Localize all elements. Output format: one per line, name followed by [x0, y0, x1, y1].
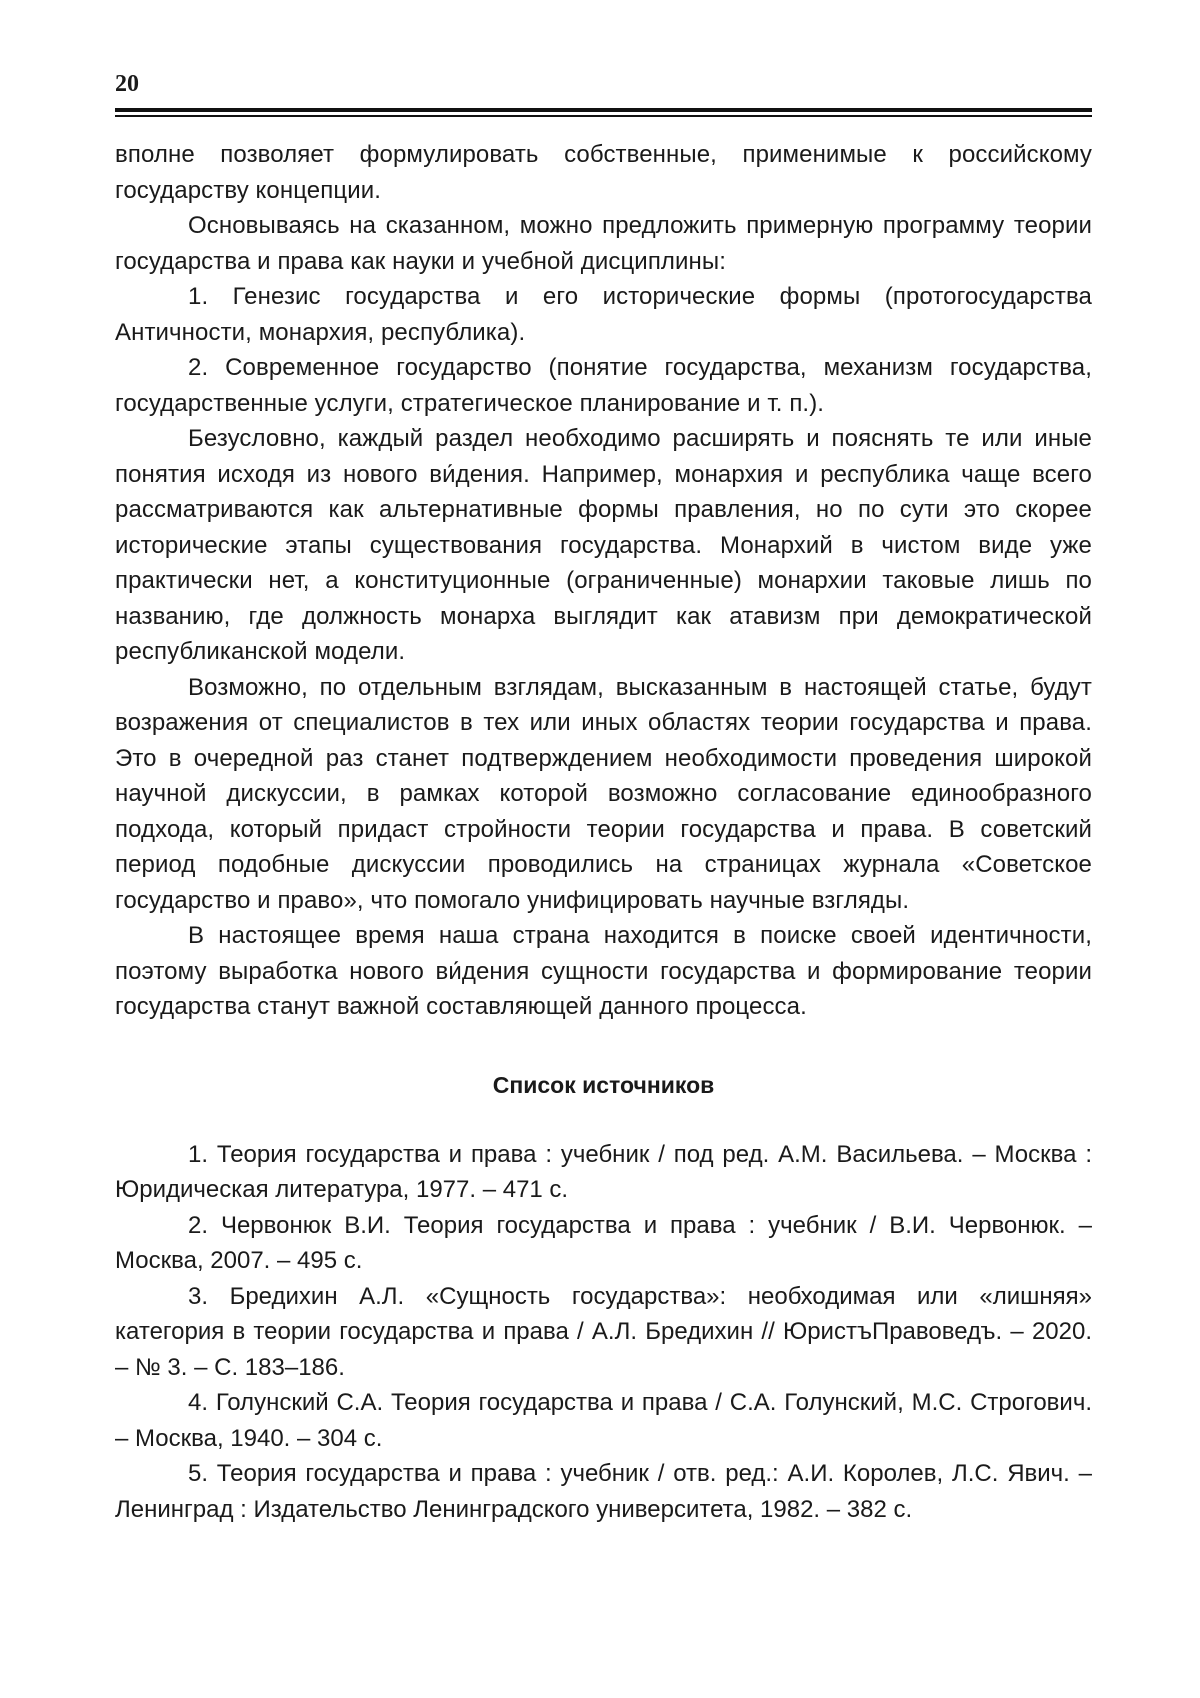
header-rule-thin — [115, 115, 1092, 117]
header-rule-thick — [115, 108, 1092, 112]
body-text — [115, 137, 1092, 1025]
source-item: 1. Теория государства и права : учебник / под ред. А.М. Васильева. – Москва : Юридическая литература, 1977. – 471 с. — [115, 1140, 1092, 1203]
paragraph: Основываясь на сказанном, можно предложить примерную программу теории государства и права как науки и учебной дисциплины: — [115, 212, 1092, 275]
paragraph: В настоящее время наша страна находится в поиске своей идентичности, поэтому выработка нового ви́дения сущности государства и формирование теории государства станут важной составляющей данного процесса. — [115, 922, 1092, 1020]
document-page — [115, 70, 1092, 1527]
sources-list — [115, 1137, 1092, 1528]
page-number: 20 — [115, 71, 139, 97]
paragraph: 1. Генезис государства и его исторические формы (протогосударства Античности, монархия, республика). — [115, 283, 1092, 346]
sources-heading: Список источников — [492, 1071, 715, 1098]
source-item: 2. Червонюк В.И. Теория государства и права : учебник / В.И. Червонюк. – Москва, 2007. – 495 с. — [115, 1211, 1092, 1274]
source-item: 3. Бредихин А.Л. «Сущность государства»: необходимая или «лишняя» категория в теории государства и права / А.Л. Бредихин // ЮристъПравоведъ. – 2020. – № 3. – С. 183–186. — [115, 1282, 1092, 1381]
paragraph: Возможно, по отдельным взглядам, высказанным в настоящей статье, будут возражения от специалистов в тех или иных областях теории государства и права. Это в очередной раз станет подтверждением необходимости проведения широкой научной дискуссии, в рамках которой возможно согласование единообразного подхода, который придаст стройности теории государства и права. В советский период подобные дискуссии проводились на страницах журнала «Советское государство и право», что помогало унифицировать научные взгляды. — [115, 673, 1092, 914]
source-item: 5. Теория государства и права : учебник / отв. ред.: А.И. Королев, Л.С. Явич. – Ленинград : Издательство Ленинградского университета, 1982. – 382 с. — [115, 1460, 1092, 1523]
paragraph: вполне позволяет формулировать собственные, применимые к российскому государству концепции. — [115, 141, 1092, 204]
paragraph: Безусловно, каждый раздел необходимо расширять и пояснять те или иные понятия исходя из нового ви́дения. Например, монархия и республика чаще всего рассматриваются как альтернативные формы правления, но по сути это скорее исторические этапы существования государства. Монархий в чистом виде уже практически нет, а конституционные (ограниченные) монархии таковые лишь по названию, где должность монарха выглядит как атавизм при демократической республиканской модели. — [115, 425, 1092, 665]
paragraph: 2. Современное государство (понятие государства, механизм государства, государственные услуги, стратегическое планирование и т. п.). — [115, 354, 1092, 417]
source-item: 4. Голунский С.А. Теория государства и права / С.А. Голунский, М.С. Строгович. – Москва, 1940. – 304 с. — [115, 1389, 1092, 1452]
